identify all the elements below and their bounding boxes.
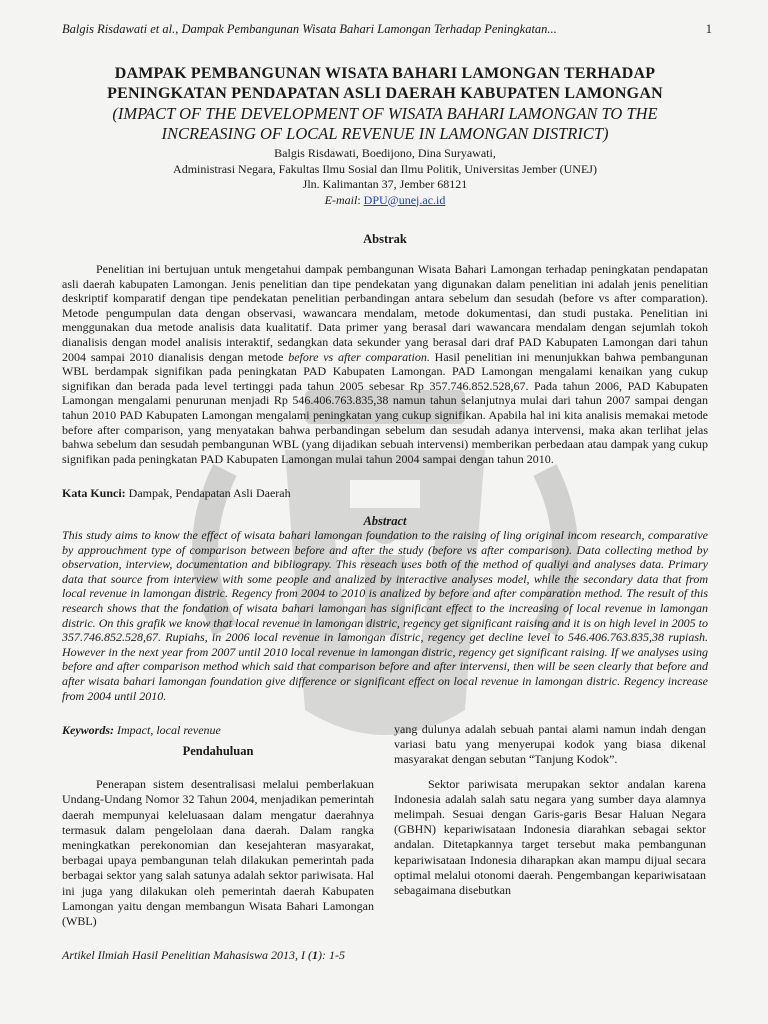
footer-post: ): 1-5 xyxy=(317,948,345,962)
title-line-2: PENINGKATAN PENDAPATAN ASLI DAERAH KABUPATEN LAMONGAN xyxy=(107,85,663,102)
email-link[interactable]: DPU@unej.ac.id xyxy=(363,192,446,207)
kata-kunci-value: Dampak, Pendapatan Asli Daerah xyxy=(125,486,291,500)
paper-title xyxy=(62,64,708,104)
body-column-right xyxy=(394,722,706,907)
author-names: Balgis Risdawati, Boedijono, Dina Suryawati, xyxy=(274,146,496,160)
title-en-line-2: INCREASING OF LOCAL REVENUE IN LAMONGAN DISTRICT) xyxy=(161,124,609,143)
author-address: Jln. Kalimantan 37, Jember 68121 xyxy=(302,177,468,191)
author-block xyxy=(62,146,708,208)
running-head xyxy=(62,22,712,37)
body-paragraph: Sektor pariwisata merupakan sektor andalan karena Indonesia adalah salah satu negara yang sumber daya alamnya melimpah. Sesuai dengan Garis-garis Besar Haluan Negara (GBHN) kepariwisataan Indonesia diarahkan sebagai sektor andalan. Ditetapkannya target tersebut maka pembangunan kepariwisataan Indonesia diharapkan akan mampu dijual secara optimal melalui otonomi daerah. Pengembangan kepariwisataan sebagaimana disebutkan xyxy=(394,776,706,898)
body-paragraph: Penerapan sistem desentralisasi melalui pemberlakuan Undang-Undang Nomor 32 Tahun 2004, menjadikan pemerintah daerah mempunyai keleluasaan dalam mengatur daerahnya termasuk dalam pengelolaan dana daerah. Dalam rangka meningkatkan perekonomian dan kesejahteran masyarakat, berbagai upaya pembangunan telah dilakukan pemerintah pada berbagai sektor yang salah satunya adalah sektor pariwisata. Hal ini juga yang dilakukan oleh pemerintah daerah Kabupaten Lamongan yaitu dengan membangun Wisata Bahari Lamongan (WBL) xyxy=(62,777,374,929)
body-column-left xyxy=(62,744,374,938)
title-en-line-1: (IMPACT OF THE DEVELOPMENT OF WISATA BAHARI LAMONGAN TO THE xyxy=(112,104,658,123)
abstrak-text-italic: before vs after comparation. xyxy=(288,349,430,364)
abstrak-heading: Abstrak xyxy=(363,232,407,246)
page-number: 1 xyxy=(705,22,712,36)
title-line-1: DAMPAK PEMBANGUNAN WISATA BAHARI LAMONGAN TERHADAP xyxy=(114,65,656,82)
journal-footer xyxy=(62,948,345,963)
author-affiliation: Administrasi Negara, Fakultas Ilmu Sosial dan Ilmu Politik, Universitas Jember (UNEJ) xyxy=(173,161,597,176)
abstrak-text-part-2: Hasil penelitian ini menunjukkan bahwa pembangunan WBL berdampak signifikan pada peningkatan PAD Kabupaten Lamongan. PAD Lamongan mengalami kenaikan yang cukup signifikan dan berada pada level tertinggi pada tahun 2005 sebesar Rp 357.746.852.528,67. Pada tahun 2006, PAD Kabupaten Lamongan mengalami penurunan menjadi Rp 546.406.763.835,38 namun tahun selanjutnya mulai dari tahun 2007 sampai dengan tahun 2010 PAD Kabupaten Lamongan mengalami peningkatan yang cukup signifikan. Apabila hal ini kita analisis memakai metode before after comparison, yang menyatakan bahwa perbandingan sebelum dan sesudah adanya intervensi, maka akan terlihat jelas bahwa sebelum dan sesudah pembangunan WBL (yang dijadikan sebuah intervensi) memberikan perbedaan atau dampak yang cukup signifikan pada peningkatan PAD Kabupaten Lamongan mulai tahun 2004 sampai dengan tahun 2010. xyxy=(62,349,709,466)
footer-pre: Artikel Ilmiah Hasil Penelitian Mahasiswa 2013, I ( xyxy=(62,948,312,962)
paper-title-english xyxy=(62,104,708,144)
keywords-value: Impact, local revenue xyxy=(114,723,221,737)
running-head-citation: Balgis Risdawati et al., Dampak Pembangunan Wisata Bahari Lamongan Terhadap Peningkatan... xyxy=(62,22,557,36)
abstract-text: This study aims to know the effect of wisata bahari lamongan foundation to the raising of ling original incom research, comparative by approuchment type of comparison between before and after the study (before vs after comparison). Data collecting method by observation, interview, documentation and bibliograpy. This reseach uses both of the method of qualiyi and analyses data. Primary data that source from interview with some people and analized by interactive analyses model, while the secondary data that from local revenue in lamongan distric. Regency from 2004 to 2010 is analized by before and after comparation method. The result of this research shows that the fondation of wisata bahari lamongan has significant effect to the increasing of local revenue in lamongan distric. On this grafik we know that local revenue in lamongan distric, regency get significant raising and it is on high level in 2005 to 357.746.852.528,67. Rupiahs, in 2006 local revenue in lamongan distric, regency get decline level to 546.406.763.835,38 rupiash. However in the next year from 2007 until 2010 local revenue in lamongan distric, regency get significant raising. If we analyses using before and after comparison method which said that comparison before and after intervensi, then will be seen clearly that before and after wisata bahari lamongan foundation give difference or significant effect on local revenue in lamongan distric. Regency increase from 2004 until 2010. xyxy=(62,528,708,703)
body-paragraph: yang dulunya adalah sebuah pantai alami namun indah dengan variasi batu yang menyerupai kodok yang biasa dikenal masyarakat dengan sebutan “Tanjung Kodok”. xyxy=(394,722,706,767)
footer-issue: 1 xyxy=(311,948,318,962)
keywords-label: Keywords: xyxy=(62,723,114,737)
section-title-pendahuluan: Pendahuluan xyxy=(182,744,254,758)
kata-kunci-label: Kata Kunci: xyxy=(62,486,126,500)
author-email-line: E-mail: DPU@unej.ac.id xyxy=(324,192,446,207)
kata-kunci xyxy=(62,486,708,501)
abstract-heading: Abstract xyxy=(363,514,407,528)
email-label: E-mail xyxy=(324,192,358,207)
abstrak-text-part-1: Penelitian ini bertujuan untuk mengetahui dampak pembangunan Wisata Bahari Lamongan terhadap peningkatan pendapatan asli daerah kabupaten Lamongan. Jenis penelitian dan tipe pendekatan yang digunakan dalam penelitian ini adalah jenis penelitian deskriptif komparatif dengan tipe pendekatan penelitian perbandingan antara sebelum dan sesudah (before vs after comparation). Metode pengumpulan data dengan observasi, wawancara mendalam, metode dokumentasi, dan studi pustaka. Penelitian ini menggunakan dua metode analisis data kualitatif. Data primer yang berasal dari wawancara mendalam dengan sejumlah tokoh dianalisis dengan model analisis interaktif, sedangkan data sekunder yang berasal dari draf PAD Kabupaten Lamongan dari tahun 2004 sampai 2010 dianalisis dengan metode xyxy=(62,262,708,364)
abstrak-text xyxy=(62,262,708,466)
